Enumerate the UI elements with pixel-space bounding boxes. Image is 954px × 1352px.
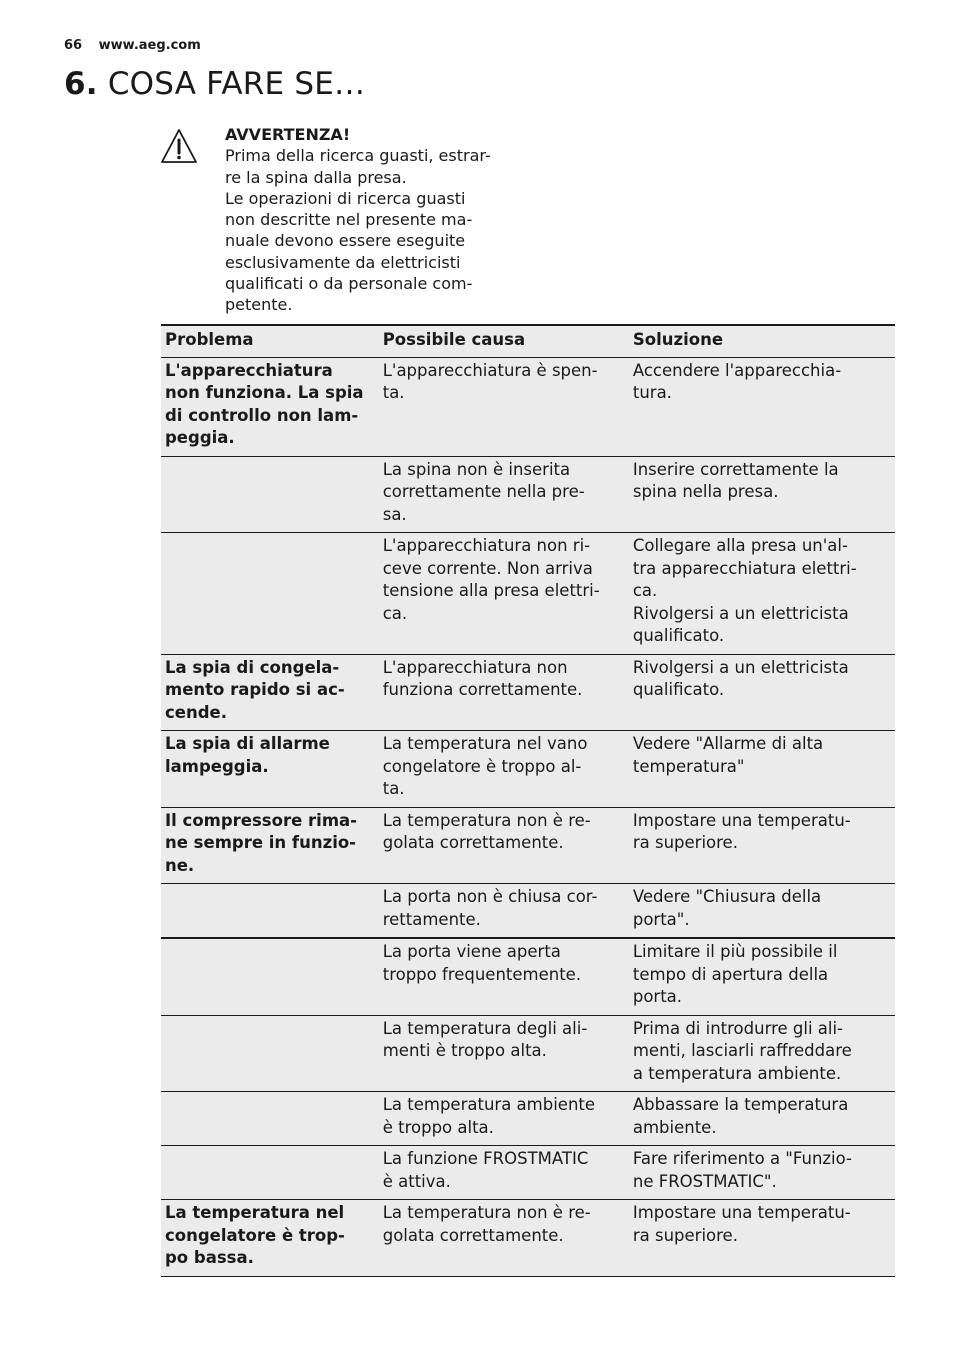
cell-line: Il compressore rima-: [165, 810, 358, 830]
warning-line: re la spina dalla presa.: [225, 167, 407, 187]
table-row: [161, 1092, 895, 1146]
cell-line: ta.: [382, 383, 405, 402]
solution-cell: [629, 807, 895, 884]
solution-cell: [629, 884, 895, 939]
cell-line: ceve corrente. Non arriva: [382, 558, 593, 578]
cause-cell: [379, 731, 629, 808]
cell-line: ra superiore.: [632, 833, 738, 852]
cell-line: La spia di congela-: [165, 657, 340, 677]
cell-line: golata correttamente.: [382, 833, 564, 852]
table-row: [161, 884, 895, 939]
cell-line: mento rapido si ac-: [165, 680, 345, 699]
warning-title: AVVERTENZA!: [225, 125, 351, 144]
cell-line: Abbassare la temperatura: [632, 1095, 849, 1114]
cell-line: spina nella presa.: [632, 482, 779, 501]
cell-line: La temperatura non è re-: [382, 810, 591, 830]
cell-line: La temperatura nel: [165, 1203, 345, 1222]
cell-line: qualificato.: [632, 626, 725, 645]
cell-line: ne sempre in funzio-: [165, 833, 357, 852]
problem-cell: [161, 1146, 379, 1200]
warning-triangle-icon: [160, 128, 198, 164]
warning-line: non descritte nel presente ma-: [225, 210, 473, 230]
cause-cell: [379, 1092, 629, 1146]
chapter-title-text: COSA FARE SE…: [107, 66, 366, 102]
header-cause: Possibile causa: [379, 325, 629, 357]
website-url[interactable]: www.aeg.com: [98, 38, 201, 53]
table-row: [161, 1146, 895, 1200]
cell-line: po bassa.: [165, 1248, 254, 1267]
cell-line: congelatore è troppo al-: [382, 756, 582, 776]
cell-line: sa.: [382, 504, 407, 524]
cell-line: lampeggia.: [165, 756, 269, 776]
solution-cell: [629, 654, 895, 731]
cell-line: golata correttamente.: [382, 1225, 564, 1245]
cell-line: La temperatura nel vano: [382, 734, 588, 753]
cell-line: La porta non è chiusa cor-: [382, 887, 598, 906]
problem-cell: [161, 938, 379, 1015]
cell-line: non funziona. La spia: [165, 383, 364, 402]
cell-line: è attiva.: [382, 1171, 451, 1191]
cell-line: Impostare una temperatu-: [632, 1203, 851, 1222]
cell-line: è troppo alta.: [382, 1117, 494, 1137]
cell-line: La funzione FROSTMATIC: [382, 1149, 589, 1168]
warning-text: [225, 124, 515, 316]
problem-cell: [161, 357, 379, 456]
cell-line: ne FROSTMATIC".: [632, 1171, 777, 1191]
table-row: [161, 1200, 895, 1277]
cell-line: Limitare il più possibile il: [632, 942, 838, 961]
page-header: [64, 38, 201, 53]
problem-cell: [161, 456, 379, 533]
cell-line: L'apparecchiatura è spen-: [382, 360, 598, 380]
problem-cell: [161, 654, 379, 731]
cell-line: La temperatura non è re-: [382, 1203, 591, 1222]
cell-line: La spina non è inserita: [382, 459, 571, 479]
cell-line: La porta viene aperta: [382, 942, 561, 961]
cell-line: a temperatura ambiente.: [632, 1063, 842, 1083]
cell-line: ta.: [382, 779, 405, 798]
solution-cell: [629, 1200, 895, 1277]
cell-line: troppo frequentemente.: [382, 964, 582, 984]
cell-line: ca.: [632, 581, 658, 600]
solution-cell: [629, 1146, 895, 1200]
cell-line: ra superiore.: [632, 1225, 738, 1245]
solution-cell: [629, 357, 895, 456]
cell-line: ca.: [382, 603, 408, 623]
cell-line: cende.: [165, 702, 227, 722]
cell-line: tra apparecchiatura elettri-: [632, 558, 857, 578]
warning-line: esclusivamente da elettricisti: [225, 252, 461, 272]
cell-line: congelatore è trop-: [165, 1225, 345, 1245]
solution-cell: [629, 938, 895, 1015]
troubleshooting-table: [161, 324, 895, 1277]
table-row: [161, 357, 895, 456]
header-solution: Soluzione: [629, 325, 895, 357]
cell-line: correttamente nella pre-: [382, 482, 585, 501]
cell-line: rettamente.: [382, 909, 481, 929]
warning-body: [225, 145, 515, 315]
problem-cell: [161, 807, 379, 884]
cell-line: L'apparecchiatura non ri-: [382, 536, 591, 555]
table-row: [161, 731, 895, 808]
table-row: [161, 1015, 895, 1092]
cell-line: di controllo non lam-: [165, 405, 359, 425]
table-row: [161, 654, 895, 731]
cell-line: Accendere l'apparecchia-: [632, 360, 842, 380]
cell-line: Inserire correttamente la: [632, 459, 839, 479]
cause-cell: [379, 456, 629, 533]
cell-line: porta".: [632, 909, 690, 929]
cause-cell: [379, 1146, 629, 1200]
cell-line: Rivolgersi a un elettricista: [632, 657, 849, 677]
cause-cell: [379, 654, 629, 731]
cell-line: L'apparecchiatura non: [382, 657, 568, 677]
cell-line: Vedere "Allarme di alta: [632, 734, 824, 753]
warning-line: nuale devono essere eseguite: [225, 231, 466, 251]
cell-line: Vedere "Chiusura della: [632, 887, 822, 906]
table-row: [161, 533, 895, 655]
header-problem: Problema: [161, 325, 379, 357]
cell-line: ne.: [165, 855, 195, 875]
cause-cell: [379, 884, 629, 939]
cell-line: tempo di apertura della: [632, 964, 829, 984]
cause-cell: [379, 807, 629, 884]
solution-cell: [629, 731, 895, 808]
cell-line: peggia.: [165, 428, 235, 447]
table-header-row: [161, 325, 895, 357]
cell-line: temperatura": [632, 756, 745, 776]
problem-cell: [161, 884, 379, 939]
cell-line: menti è troppo alta.: [382, 1041, 547, 1060]
table-body: [161, 357, 895, 1276]
table-row: [161, 807, 895, 884]
solution-cell: [629, 1092, 895, 1146]
cell-line: funziona correttamente.: [382, 680, 583, 699]
cause-cell: [379, 1200, 629, 1277]
cell-line: Collegare alla presa un'al-: [632, 536, 848, 555]
solution-cell: [629, 1015, 895, 1092]
warning-line: petente.: [225, 295, 293, 315]
problem-cell: [161, 731, 379, 808]
cause-cell: [379, 1015, 629, 1092]
cell-line: Rivolgersi a un elettricista: [632, 603, 849, 623]
problem-cell: [161, 1092, 379, 1146]
solution-cell: [629, 533, 895, 655]
cell-line: La temperatura ambiente: [382, 1095, 596, 1114]
warning-line: Le operazioni di ricerca guasti: [225, 188, 466, 208]
cell-line: tura.: [632, 383, 672, 402]
cell-line: La spia di allarme: [165, 734, 330, 753]
cell-line: Impostare una temperatu-: [632, 810, 851, 830]
problem-cell: [161, 533, 379, 655]
cell-line: porta.: [632, 987, 683, 1006]
table-row: [161, 456, 895, 533]
chapter-title: [64, 66, 365, 102]
solution-cell: [629, 456, 895, 533]
cause-cell: [379, 533, 629, 655]
page-number: 66: [64, 38, 83, 53]
problem-cell: [161, 1200, 379, 1277]
cell-line: L'apparecchiatura: [165, 360, 333, 380]
table-row: [161, 938, 895, 1015]
warning-line: qualificati o da personale com-: [225, 274, 473, 294]
cause-cell: [379, 357, 629, 456]
cell-line: tensione alla presa elettri-: [382, 581, 600, 600]
cell-line: La temperatura degli ali-: [382, 1018, 588, 1038]
cause-cell: [379, 938, 629, 1015]
problem-cell: [161, 1015, 379, 1092]
chapter-number: 6.: [64, 66, 98, 102]
cell-line: Fare riferimento a "Funzio-: [632, 1149, 852, 1168]
warning-line: Prima della ricerca guasti, estrar-: [225, 146, 491, 166]
cell-line: ambiente.: [632, 1117, 717, 1137]
cell-line: qualificato.: [632, 680, 725, 699]
cell-line: menti, lasciarli raffreddare: [632, 1041, 852, 1060]
cell-line: Prima di introdurre gli ali-: [632, 1018, 844, 1038]
